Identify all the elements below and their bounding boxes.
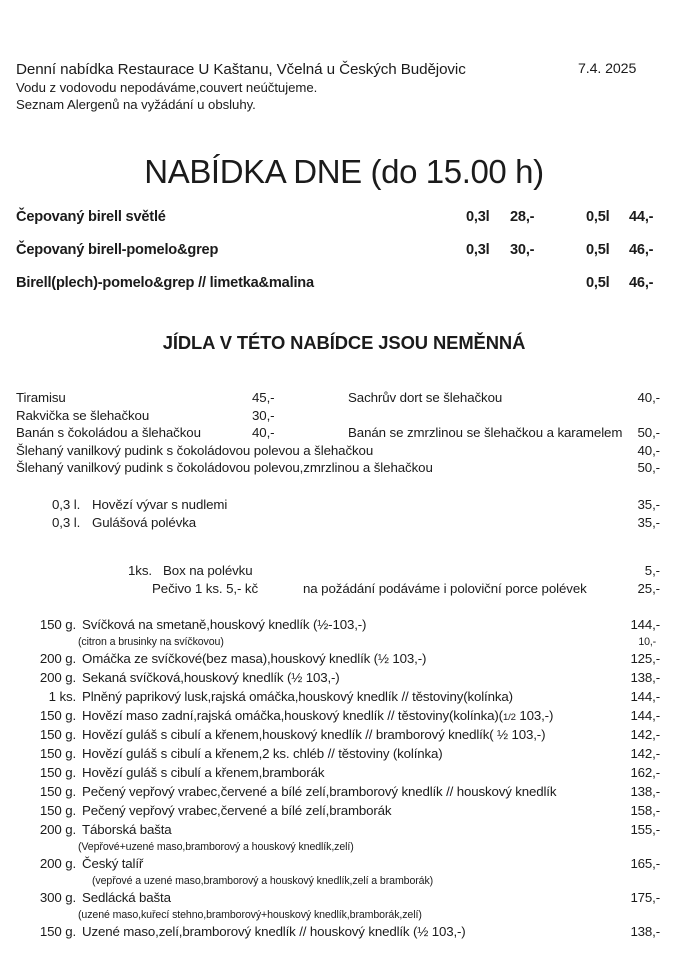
dish-name: Omáčka ze svíčkové(bez masa),houskový knedlík (½ 103,-) [82, 651, 427, 666]
dish-row [16, 924, 672, 943]
dessert-name: Šlehaný vanilkový pudink s čokoládovou polevou a šlehačkou [16, 442, 374, 458]
extra-name: Box na polévku [163, 563, 253, 578]
dish-price: 138,- [630, 784, 660, 799]
soup-price: 35,- [637, 497, 660, 512]
extra-price: 25,- [637, 581, 660, 596]
dish-row [16, 746, 672, 765]
restaurant-title-line [16, 60, 672, 79]
soup-volume: 0,3 l. [52, 515, 81, 530]
dish-quantity: 150 g. [39, 924, 76, 939]
drink-price-large: 46,- [629, 275, 654, 291]
dish-name: Plněný paprikový lusk,rajská omáčka,houskový knedlík // těstoviny(kolínka) [82, 689, 513, 704]
dish-row [16, 784, 672, 803]
dish-price: 142,- [630, 727, 660, 742]
drink-row [16, 209, 672, 242]
dessert-row [16, 408, 672, 426]
dish-name: Hovězí maso zadní,rajská omáčka,houskový knedlík // těstoviny(kolínka)(1/2 103,-) [82, 708, 554, 723]
soup-name: Gulášová polévka [92, 515, 197, 530]
soup-price: 35,- [637, 515, 660, 530]
dish-price: 144,- [630, 708, 660, 723]
desserts-section [16, 390, 672, 478]
dish-price: 165,- [630, 856, 660, 871]
dessert-left-name: Banán s čokoládou a šlehačkou [16, 425, 201, 441]
drink-name: Čepovaný birell-pomelo&grep [16, 242, 219, 258]
drink-volume-large: 0,5l [586, 209, 610, 225]
dish-row [16, 765, 672, 784]
soup-row [16, 515, 672, 533]
dish-row [16, 708, 672, 727]
dish-description: (citron a brusinky na svíčkovou) [78, 636, 224, 648]
dessert-left-price: 45,- [252, 390, 275, 405]
dish-name: Hovězí guláš s cibulí a křenem,houskový knedlík // bramborový knedlík( ½ 103,-) [82, 727, 546, 742]
drink-price-large: 46,- [629, 242, 654, 258]
dish-addon-price: 10,- [638, 636, 656, 648]
dish-row [16, 727, 672, 746]
drink-price-small: 30,- [510, 242, 535, 258]
dish-row [16, 890, 672, 909]
dish-name: Hovězí guláš s cibulí a křenem,bramborák [82, 765, 325, 780]
dish-name: Uzené maso,zelí,bramborový knedlík // houskový knedlík (½ 103,-) [82, 924, 466, 939]
dish-quantity: 200 g. [39, 651, 76, 666]
dessert-row [16, 390, 672, 408]
extra-price: 5,- [644, 563, 660, 578]
dish-row [16, 822, 672, 841]
dish-quantity: 200 g. [39, 822, 76, 837]
dish-price: 138,- [630, 924, 660, 939]
dish-description-row [16, 909, 672, 924]
dish-quantity: 150 g. [39, 784, 76, 799]
dessert-left-name: Tiramisu [16, 390, 66, 405]
dessert-price: 40,- [637, 442, 660, 458]
dish-row [16, 803, 672, 822]
extras-section [16, 563, 672, 599]
dessert-row [16, 443, 672, 461]
dish-quantity: 150 g. [39, 727, 76, 742]
drink-volume-large: 0,5l [586, 275, 610, 291]
dish-price: 138,- [630, 670, 660, 685]
document-header [16, 60, 672, 113]
dish-quantity: 300 g. [39, 890, 76, 905]
dish-price: 158,- [630, 803, 660, 818]
drink-name: Čepovaný birell světlé [16, 209, 166, 225]
drinks-section [16, 209, 672, 308]
drink-volume-small: 0,3l [466, 242, 490, 258]
dessert-price: 50,- [637, 460, 660, 476]
dish-name: Sedlácká bašta [82, 890, 171, 905]
drink-volume-small: 0,3l [466, 209, 490, 225]
dish-name: Český talíř [82, 856, 144, 871]
dish-description: (vepřové a uzené maso,bramborový a houskový knedlík,zelí a bramborák) [92, 875, 434, 887]
dish-description-row [16, 636, 672, 651]
soup-row [16, 497, 672, 515]
dish-quantity: 200 g. [39, 670, 76, 685]
drink-price-large: 44,- [629, 209, 654, 225]
dessert-left-price: 40,- [252, 425, 275, 441]
header-note-allergens: Seznam Alergenů na vyžádání u obsluhy. [16, 97, 256, 113]
dish-description-row [16, 875, 672, 890]
dish-quantity: 150 g. [39, 746, 76, 761]
dish-price: 144,- [630, 689, 660, 704]
dish-name: Pečený vepřový vrabec,červené a bílé zelí,bramborák [82, 803, 392, 818]
menu-notice: JÍDLA V TÉTO NABÍDCE JSOU NEMĚNNÁ [162, 332, 526, 353]
dish-price: 175,- [630, 890, 660, 905]
drink-row [16, 275, 672, 308]
main-dishes-section [16, 617, 672, 943]
drink-row [16, 242, 672, 275]
drink-price-small: 28,- [510, 209, 535, 225]
dish-name: Hovězí guláš s cibulí a křenem,2 ks. chléb // těstoviny (kolínka) [82, 746, 443, 761]
dessert-right-name: Sachrův dort se šlehačkou [348, 390, 503, 405]
dish-description-row [16, 841, 672, 856]
restaurant-title: Denní nabídka Restaurace U Kaštanu, Včelná u Českých Budějovic [16, 61, 466, 78]
dessert-row [16, 425, 672, 443]
dish-price: 125,- [630, 651, 660, 666]
dessert-left-name: Rakvička se šlehačkou [16, 407, 150, 423]
dish-quantity: 200 g. [39, 856, 76, 871]
dish-row [16, 689, 672, 708]
soup-name: Hovězí vývar s nudlemi [92, 497, 228, 512]
soups-section [16, 497, 672, 533]
drink-name: Birell(plech)-pomelo&grep // limetka&malina [16, 275, 314, 291]
dish-name: Sekaná svíčková,houskový knedlík (½ 103,-) [82, 670, 340, 685]
dish-price: 142,- [630, 746, 660, 761]
dish-name: Pečený vepřový vrabec,červené a bílé zelí,bramborový knedlík // houskový knedlík [82, 784, 557, 799]
dessert-right-price: 40,- [637, 390, 660, 405]
dish-quantity: 1 ks. [48, 689, 76, 704]
dessert-right-name: Banán se zmrzlinou se šlehačkou a karamelem [348, 425, 623, 441]
dessert-right-price: 50,- [637, 425, 660, 441]
menu-date: 7.4. 2025 [578, 61, 637, 77]
header-note-water: Vodu z vodovodu nepodáváme,couvert neúčtujeme. [16, 80, 318, 95]
dessert-row [16, 460, 672, 478]
dish-quantity: 150 g. [39, 708, 76, 723]
soup-volume: 0,3 l. [52, 497, 81, 512]
drink-volume-large: 0,5l [586, 242, 610, 258]
half-portion-fraction: 1/2 [502, 712, 516, 723]
page-title: NABÍDKA DNE (do 15.00 h) [144, 153, 544, 190]
dish-row [16, 670, 672, 689]
dish-name: Táborská bašta [82, 822, 172, 837]
dish-row [16, 617, 672, 636]
dish-description: (uzené maso,kuřecí stehno,bramborový+houskový knedlík,bramborák,zelí) [78, 909, 422, 921]
extra-note: na požádání podáváme i poloviční porce polévek [303, 581, 587, 596]
dish-description: (Vepřové+uzené maso,bramborový a houskový knedlík,zelí) [78, 841, 354, 853]
dish-name: Svíčková na smetaně,houskový knedlík (½-103,-) [82, 617, 367, 632]
dish-price: 155,- [630, 822, 660, 837]
dessert-name: Šlehaný vanilkový pudink s čokoládovou polevou,zmrzlinou a šlehačkou [16, 460, 433, 476]
extra-row [16, 563, 672, 581]
extra-row [16, 581, 672, 599]
dish-price: 144,- [630, 617, 660, 632]
extra-name: Pečivo 1 ks. 5,- kč [152, 581, 258, 596]
dish-quantity: 150 g. [39, 617, 76, 632]
dish-row [16, 651, 672, 670]
dish-quantity: 150 g. [39, 803, 76, 818]
dish-row [16, 856, 672, 875]
dessert-left-price: 30,- [252, 407, 275, 423]
extra-qty: 1ks. [128, 563, 152, 578]
dish-price: 162,- [630, 765, 660, 780]
dish-quantity: 150 g. [39, 765, 76, 780]
